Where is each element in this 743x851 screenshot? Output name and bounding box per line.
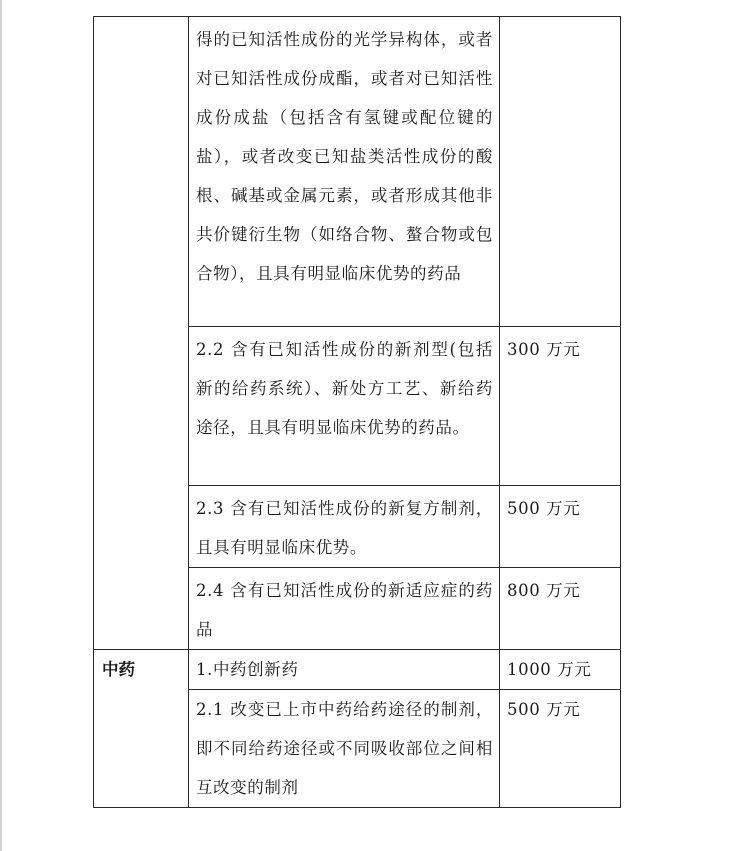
- category-label: 中药: [102, 660, 135, 679]
- item-amount: 1000 万元: [507, 660, 592, 679]
- category-cell: [94, 650, 189, 808]
- table-row: [94, 650, 621, 690]
- page-edge: [0, 0, 2, 851]
- item-amount: [500, 17, 620, 20]
- amount-cell: [500, 650, 621, 690]
- category-cell: [94, 17, 189, 650]
- item-description: 2.1 改变已上市中药给药途径的制剂，即不同给药途径或不同吸收部位之间相互改变的制剂: [196, 700, 493, 797]
- amount-cell: [500, 486, 621, 568]
- item-description: 2.3 含有已知活性成份的新复方制剂，且具有明显临床优势。: [196, 499, 493, 557]
- item-description: 2.2 含有已知活性成份的新剂型(包括新的给药系统）、新处方工艺、新给药途径，且具有明显临床优势的药品。: [196, 340, 493, 437]
- amount-cell: [500, 690, 621, 808]
- item-amount: 800 万元: [507, 581, 581, 600]
- table-row: [94, 17, 621, 327]
- subsidy-table: [93, 16, 621, 808]
- description-cell: [189, 486, 500, 568]
- amount-cell: [500, 17, 621, 327]
- item-amount: 300 万元: [507, 340, 581, 359]
- amount-cell: [500, 327, 621, 486]
- description-cell: [189, 17, 500, 327]
- category-label: [94, 17, 188, 20]
- item-amount: 500 万元: [507, 700, 581, 719]
- item-amount: 500 万元: [507, 499, 581, 518]
- description-cell: [189, 568, 500, 650]
- item-description: 2.4 含有已知活性成份的新适应症的药品: [196, 581, 493, 639]
- description-cell: [189, 650, 500, 690]
- description-cell: [189, 690, 500, 808]
- item-description: 1.中药创新药: [196, 660, 299, 679]
- amount-cell: [500, 568, 621, 650]
- description-cell: [189, 327, 500, 486]
- item-description: 得的已知活性成份的光学异构体，或者对已知活性成份成酯，或者对已知活性成份成盐（包括含有氢键或配位键的盐），或者改变已知盐类活性成份的酸根、碱基或金属元素，或者形成其他非共价键衍生物（如络合物、螯合物或包合物），且具有明显临床优势的药品: [196, 30, 493, 283]
